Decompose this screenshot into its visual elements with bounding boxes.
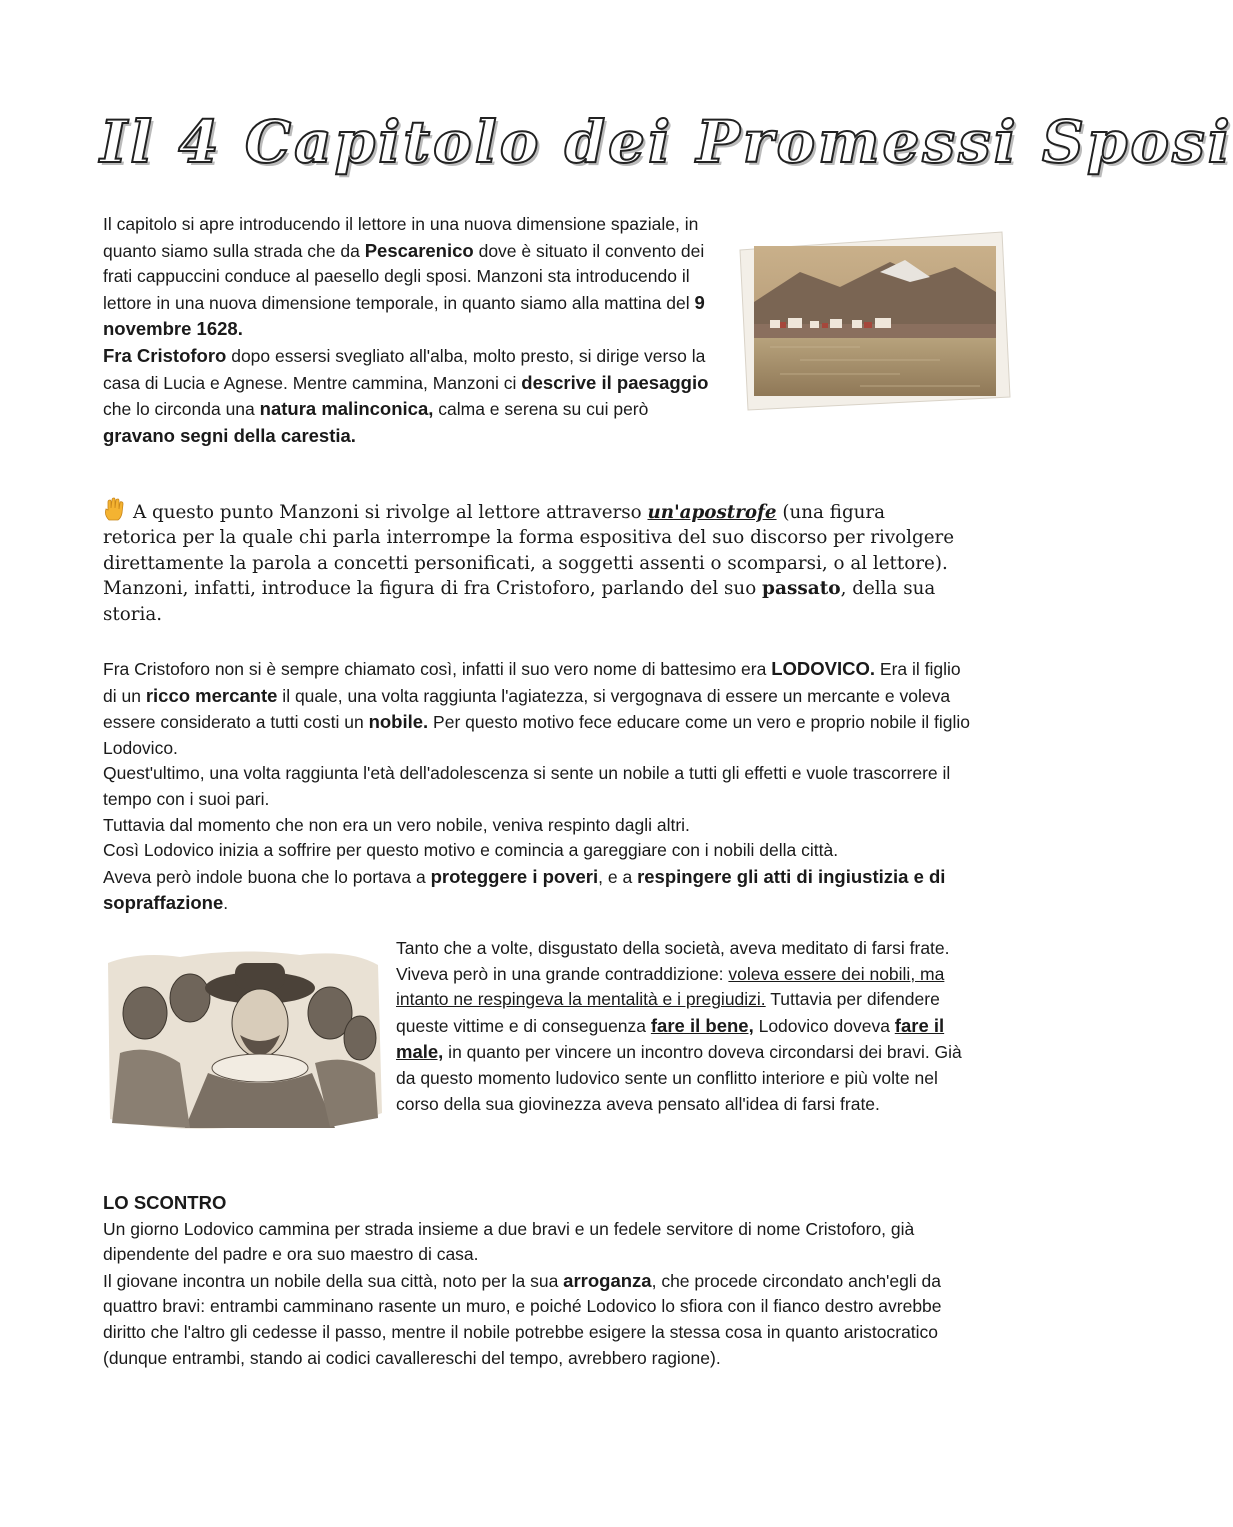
landscape-image <box>740 232 1010 412</box>
text: Così Lodovico inizia a soffrire per questo motivo e comincia a gareggiare con i nobili della città. <box>103 840 839 861</box>
text: Un giorno Lodovico cammina per strada insieme a due bravi e un fedele servitore di nome Cristoforo, già dipendente del padre e ora suo maestro di casa. <box>103 1218 915 1265</box>
text: Lodovico doveva <box>753 1015 895 1036</box>
frate-paragraph <box>396 936 981 1117</box>
text: , che procede circondato anch'egli da quattro bravi: entrambi camminano rasente un muro, e poiché Lodovico lo sfiora con il fianco destro avrebbe diritto che l'altro gli cedesse il passo, mentre il nobile potrebbe esigere la stessa cosa in quanto aristocratico (dunque entrambi, stando ai codici cavallereschi del tempo, avrebbero ragione). <box>103 1270 942 1368</box>
text: , della sua storia. <box>103 578 936 625</box>
text: A questo punto Manzoni si rivolge al lettore attraverso <box>133 502 648 523</box>
text: in quanto per vincere un incontro doveva circondarsi dei bravi. Già da questo momento ludovico sente un conflitto interiore e più volte nel corso della sua giovinezza aveva pensato all'idea di farsi frate. <box>396 1042 962 1114</box>
bold-underlined-text: fare il bene, <box>650 1014 754 1036</box>
bold-text: proteggere i poveri <box>430 865 599 887</box>
bold-text: 9 novembre 1628. <box>103 291 705 340</box>
text: Tuttavia dal momento che non era un vero nobile, veniva respinto dagli altri. <box>103 814 690 835</box>
apostrophe-paragraph <box>103 498 963 627</box>
bold-text: natura malinconica, <box>259 398 434 420</box>
text: dove è situato il convento dei frati cappuccini conduce al paesello degli sposi. Manzoni sta introducendo il lettore in una nuova dimensione temporale, in quanto siamo alla mattina del <box>103 240 705 313</box>
crowd-engraving-image <box>100 943 385 1138</box>
page-title: Il 4 Capitolo dei Promessi Sposi <box>100 108 1233 176</box>
bold-underlined-text: fare il male, <box>396 1014 945 1063</box>
text: Per questo motivo fece educare come un vero e proprio nobile il figlio Lodovico. <box>103 712 971 758</box>
underlined-text: voleva essere dei nobili, ma intanto ne respingeva la mentalità e i pregiudizi. <box>396 963 945 1010</box>
text: Tanto che a volte, disgustato della società, aveva meditato di farsi frate. Viveva però in una grande contraddizione: <box>396 938 950 984</box>
section-heading: LO SCONTRO <box>103 1192 227 1213</box>
bold-text: LODOVICO. <box>771 658 876 679</box>
text: calma e serena su cui però <box>433 399 649 420</box>
bold-text: arroganza <box>563 1269 652 1291</box>
text: , e a <box>598 866 638 887</box>
text: il quale, una volta raggiunta l'agiatezza, si vergognava di essere un mercante e voleva essere considerato a tutti costi un <box>103 685 951 733</box>
apostrofe-term: un'apostrofe <box>647 502 777 523</box>
scontro-section <box>103 1190 978 1371</box>
bold-text: passato <box>762 578 841 600</box>
text: un <box>121 685 146 706</box>
text: Tuttavia per difendere queste vittime e di conseguenza <box>396 989 940 1036</box>
text: Fra Cristoforo non si è sempre chiamato così, infatti il suo vero nome di battesimo era <box>103 659 772 679</box>
bold-text: respingere gli atti di ingiustizia e di sopraffazione <box>103 865 946 914</box>
text: Aveva però indole buona che lo portava a <box>103 866 431 887</box>
text: Il giovane incontra un nobile della sua città, noto per la sua <box>103 1270 564 1291</box>
text: dopo essersi svegliato all'alba, molto presto, si dirige verso la casa di Lucia e Agnese. Mentre cammina, Manzoni ci <box>103 345 706 393</box>
bold-text: Fra Cristoforo <box>103 344 227 366</box>
bold-text: nobile. <box>368 711 429 733</box>
text: . <box>223 893 229 914</box>
bold-text: ricco mercante <box>145 684 278 706</box>
bold-text: gravano segni della carestia. <box>103 424 356 446</box>
text: Il capitolo si apre introducendo il lettore in una nuova dimensione spaziale, in quanto siamo sulla strada che da <box>103 214 699 261</box>
raised-hand-icon <box>103 498 125 522</box>
bold-text: descrive il paesaggio <box>521 371 709 393</box>
intro-paragraph <box>103 212 713 449</box>
bold-text: Pescarenico <box>364 239 474 261</box>
text: Quest'ultimo, una volta raggiunta l'età dell'adolescenza si sente un nobile a tutti gli effetti e vuole trascorrere il tempo con i suoi pari. <box>103 763 951 809</box>
text: Era il figlio di <box>103 659 961 706</box>
lodovico-paragraph <box>103 656 973 917</box>
text: (una figura retorica per la quale chi parla interrompe la forma espositiva del suo discorso per rivolgere direttamente la parola a concetti personificati, a soggetti assenti o scomparsi, o al lettore). Manzoni, infatti, introduce la figura di fra Cristoforo, parlando del suo <box>103 502 955 600</box>
text: che lo circonda una <box>103 399 260 420</box>
